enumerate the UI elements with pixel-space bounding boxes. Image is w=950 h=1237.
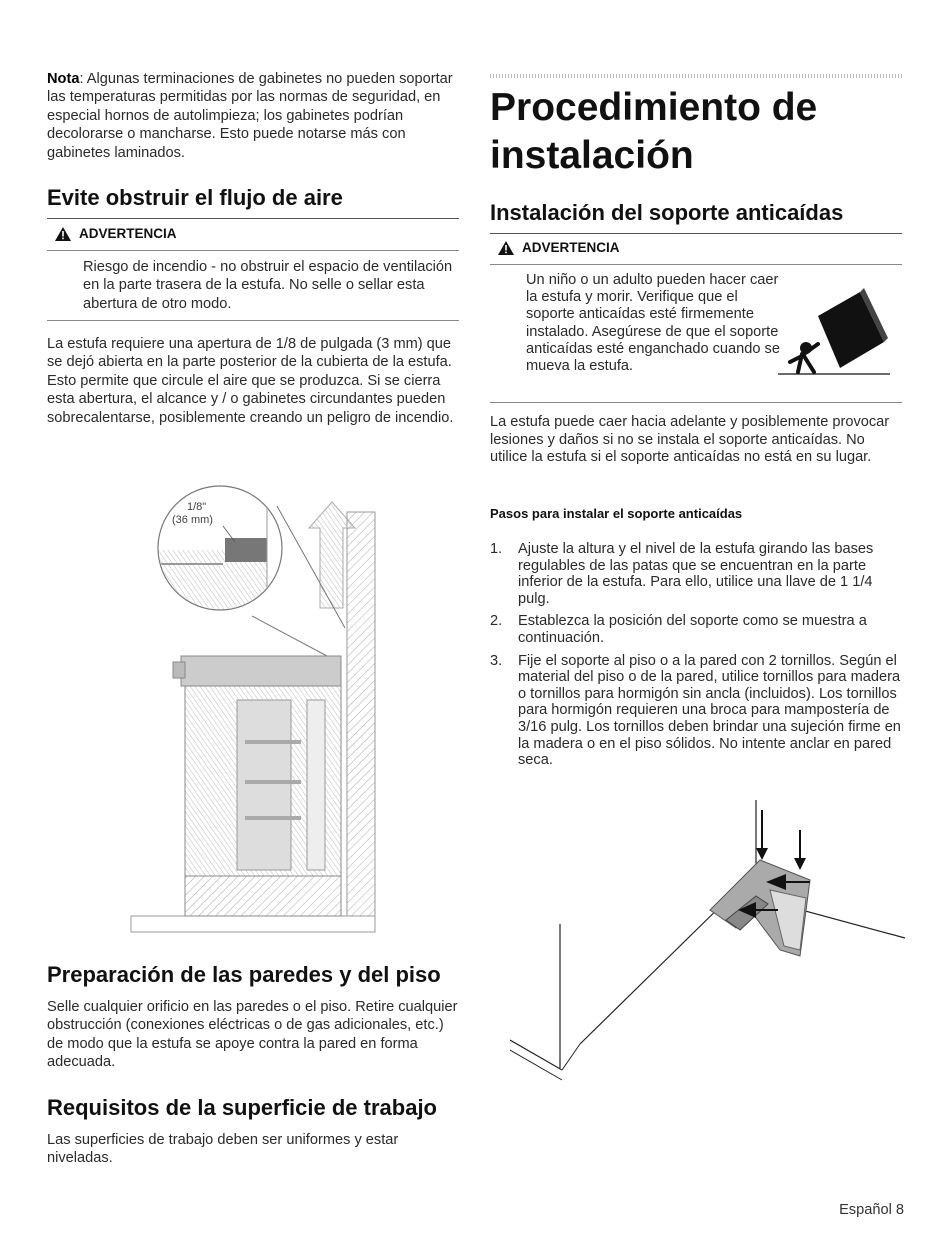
list-item: 2. Establezca la posición del soporte como se muestra a continuación.: [490, 613, 867, 646]
airflow-heading: Evite obstruir el flujo de aire: [47, 185, 343, 210]
callout-label-size: 1/8": [187, 501, 207, 513]
page-number: Español 8: [839, 1202, 904, 1218]
antitip-warning-text: Un niño o un adulto pueden hacer caer la estufa y morir. Verifique que el soporte anticaídas esté firmemente instalado. Asegúrese de que el soporte anticaídas esté enganchado cuando se mueva la estufa.: [526, 272, 780, 375]
note-paragraph: [47, 70, 459, 162]
steps-heading: Pasos para instalar el soporte anticaídas: [490, 506, 743, 521]
antitip-heading: Instalación del soporte anticaídas: [490, 200, 844, 225]
warning-triangle-icon: [55, 227, 71, 241]
anti-tip-bracket-illustration: [510, 800, 910, 1090]
note-text: : Algunas terminaciones de gabinetes no pueden soportar las temperaturas permitidas por las normas de seguridad, en especial hornos de autolimpieza; los gabinetes podrían decolorarse o mancharse. Esto puede notarse más con gabinetes laminados.: [47, 71, 453, 161]
note-label: Nota: [47, 71, 80, 87]
tip-over-warning-icon: [774, 286, 894, 382]
airflow-warning-rule: [47, 250, 459, 251]
airflow-warning-text: Riesgo de incendio - no obstruir el espacio de ventilación en la parte trasera de la estufa. No selle o sellar esta abertura de otro modo.: [83, 259, 453, 312]
surface-body: Las superficies de trabajo deben ser uniformes y estar niveladas.: [47, 1132, 399, 1167]
install-steps-list: [490, 541, 902, 775]
airflow-body: La estufa requiere una apertura de 1/8 de pulgada (3 mm) que se dejó abierta en la parte posterior de la cubierta de la estufa. Esto permite que circule el aire que se produzca. Si se cierra esta abertura, el alcance y / o gabinetes circundantes pueden sobrecalentarse, posiblemente creando un peligro de incendio.: [47, 336, 454, 426]
list-item: 1. Ajuste la altura y el nivel de la estufa girando las bases regulables de las patas que se encuentran en la parte inferior de la estufa. Para ello, utilice una llave de 1 1/4 pulg.: [490, 541, 874, 607]
airflow-warning-title: [55, 226, 177, 241]
antitip-warning-title: [498, 240, 620, 255]
warning-triangle-icon: [498, 241, 514, 255]
airflow-heading-rule: [47, 218, 459, 219]
airflow-warning-bottom-rule: [47, 320, 459, 321]
callout-label-metric: (36 mm): [172, 514, 213, 526]
page-title: Procedimiento de instalación: [490, 86, 818, 177]
antitip-body: La estufa puede caer hacia adelante y posiblemente provocar lesiones y daños si no se instala el soporte anticaídas. No utilice la estufa si el soporte anticaídas no está en su lugar.: [490, 414, 890, 466]
surface-heading: Requisitos de la superficie de trabajo: [47, 1095, 437, 1120]
antitip-warning-bottom-rule: [490, 402, 902, 403]
antitip-warning-rule: [490, 264, 902, 265]
antitip-heading-rule: [490, 233, 902, 234]
airflow-warning-label: ADVERTENCIA: [79, 226, 177, 241]
walls-body: Selle cualquier orificio en las paredes o el piso. Retire cualquier obstrucción (conexiones eléctricas o de gas adicionales, etc.) de modo que la estufa se apoye contra la pared en forma adecuada.: [47, 999, 458, 1071]
title-top-rule: [490, 74, 902, 78]
antitip-warning-label: ADVERTENCIA: [522, 240, 620, 255]
walls-heading: Preparación de las paredes y del piso: [47, 962, 441, 987]
range-airflow-illustration: [127, 478, 427, 938]
list-item: 3. Fije el soporte al piso o a la pared con 2 tornillos. Según el material del piso o de la pared, utilice tornillos para madera o tornillos para hormigón sin ancla (incluidos). Los tornillos para hormigón requieren una broca para mampostería de 3/16 pulg. Los tornillos deben brindar una sujeción firme en la madera o en el piso sólidos. No intente anclar en pared seca.: [490, 652, 901, 769]
